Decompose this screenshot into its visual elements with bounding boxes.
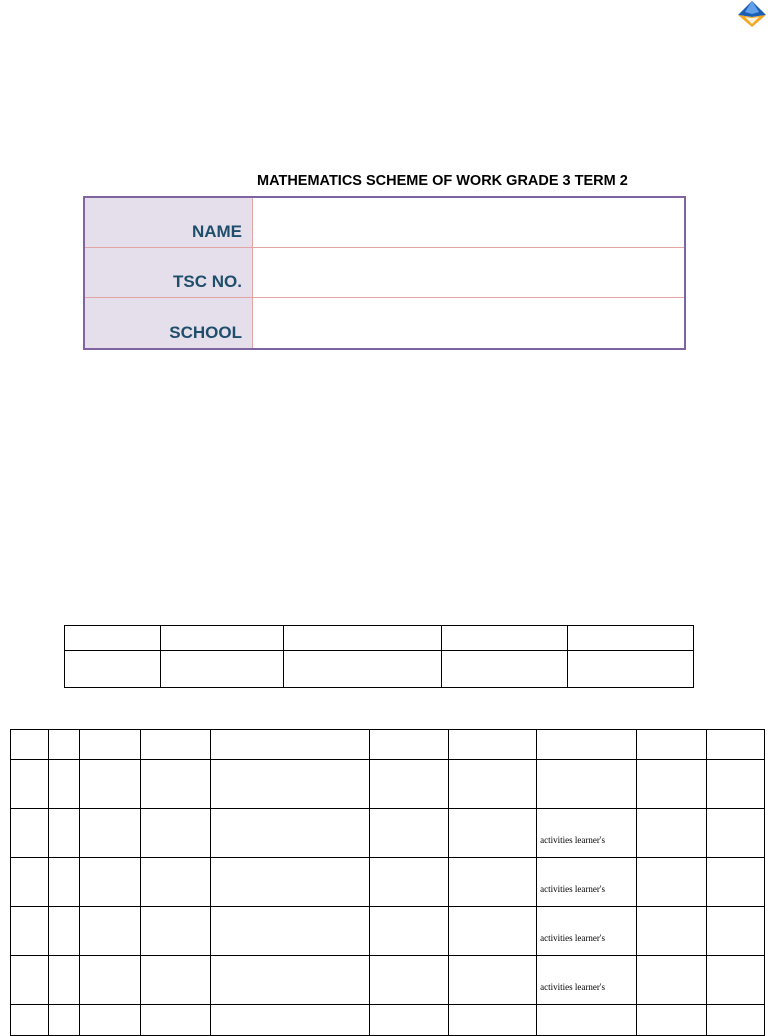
table-cell: [11, 858, 49, 907]
table-cell: [79, 858, 140, 907]
table-cell: [637, 1005, 707, 1036]
table-cell: [637, 956, 707, 1005]
table-cell: [140, 1005, 210, 1036]
table-cell: [140, 907, 210, 956]
table-cell: [707, 907, 765, 956]
summary-cell: [283, 626, 442, 651]
table-cell: [537, 1005, 637, 1036]
table-cell: [11, 1005, 49, 1036]
table-cell: [210, 760, 370, 809]
header-cell: [707, 730, 765, 760]
header-cell: [537, 730, 637, 760]
table-cell: [140, 760, 210, 809]
table-row: [11, 956, 765, 1005]
summary-cell: [160, 651, 283, 688]
summary-cell: [568, 626, 694, 651]
table-cell: [79, 907, 140, 956]
table-cell: [449, 809, 537, 858]
summary-cell: [283, 651, 442, 688]
table-cell: [140, 858, 210, 907]
table-cell: [537, 907, 637, 956]
summary-cell: [442, 626, 568, 651]
table-cell: [537, 858, 637, 907]
table-cell: [11, 956, 49, 1005]
header-cell: [370, 730, 449, 760]
table-cell: [79, 956, 140, 1005]
summary-cell: [160, 626, 283, 651]
table-cell: [11, 809, 49, 858]
header-cell: [11, 730, 49, 760]
teacher-info-table: [83, 196, 686, 350]
name-label: NAME: [85, 198, 253, 248]
activities-note: activities learner's: [540, 884, 606, 894]
table-cell: [449, 956, 537, 1005]
summary-cell: [65, 651, 161, 688]
table-cell: [637, 809, 707, 858]
table-cell: [370, 1005, 449, 1036]
table-cell: [11, 907, 49, 956]
table-cell: [140, 956, 210, 1005]
summary-cell: [442, 651, 568, 688]
tsc-no-label: TSC NO.: [85, 248, 253, 298]
header-cell: [210, 730, 370, 760]
school-value: [253, 298, 684, 348]
table-cell: [707, 760, 765, 809]
table-cell: [48, 809, 79, 858]
table-cell: [79, 809, 140, 858]
table-row: [11, 858, 765, 907]
table-cell: [370, 809, 449, 858]
table-cell: [707, 809, 765, 858]
table-cell: [48, 956, 79, 1005]
table-cell: [637, 858, 707, 907]
table-row: [11, 907, 765, 956]
header-cell: [449, 730, 537, 760]
table-header-row: [11, 730, 765, 760]
table-cell: [79, 1005, 140, 1036]
table-cell: [370, 907, 449, 956]
table-cell: [537, 760, 637, 809]
table-row: [11, 809, 765, 858]
table-cell: [707, 1005, 765, 1036]
document-title: MATHEMATICS SCHEME OF WORK GRADE 3 TERM 2: [257, 173, 628, 189]
name-value: [253, 198, 684, 248]
header-cell: [79, 730, 140, 760]
table-cell: [637, 907, 707, 956]
table-cell: [637, 760, 707, 809]
table-cell: [210, 858, 370, 907]
table-cell: [140, 809, 210, 858]
header-cell: [48, 730, 79, 760]
table-cell: [48, 907, 79, 956]
table-cell: [48, 1005, 79, 1036]
table-cell: [370, 956, 449, 1005]
header-cell: [140, 730, 210, 760]
summary-table-row: [65, 651, 694, 688]
table-cell: [79, 760, 140, 809]
table-cell: [370, 760, 449, 809]
table-cell: [370, 858, 449, 907]
table-cell: [48, 760, 79, 809]
tsc-no-value: [253, 248, 684, 298]
table-cell: [537, 956, 637, 1005]
summary-table-row: [65, 626, 694, 651]
summary-cell: [65, 626, 161, 651]
table-cell: [449, 858, 537, 907]
activities-note: activities learner's: [540, 982, 606, 992]
table-cell: [210, 907, 370, 956]
activities-note: activities learner's: [540, 835, 606, 845]
table-cell: [707, 956, 765, 1005]
table-cell: [11, 760, 49, 809]
activities-note: [537, 796, 636, 808]
table-cell: [449, 907, 537, 956]
table-row: [11, 760, 765, 809]
table-cell: [449, 1005, 537, 1036]
scheme-of-work-table: [10, 729, 765, 1036]
table-row: [11, 1005, 765, 1036]
table-cell: [449, 760, 537, 809]
table-cell: [210, 956, 370, 1005]
activities-note: activities learner's: [540, 933, 606, 943]
summary-cell: [568, 651, 694, 688]
diamond-logo-icon: [737, 0, 767, 28]
summary-table: [64, 625, 694, 688]
header-cell: [637, 730, 707, 760]
table-cell: [537, 809, 637, 858]
table-cell: [210, 1005, 370, 1036]
table-cell: [707, 858, 765, 907]
table-cell: [48, 858, 79, 907]
table-cell: [210, 809, 370, 858]
school-label: SCHOOL: [85, 298, 253, 348]
